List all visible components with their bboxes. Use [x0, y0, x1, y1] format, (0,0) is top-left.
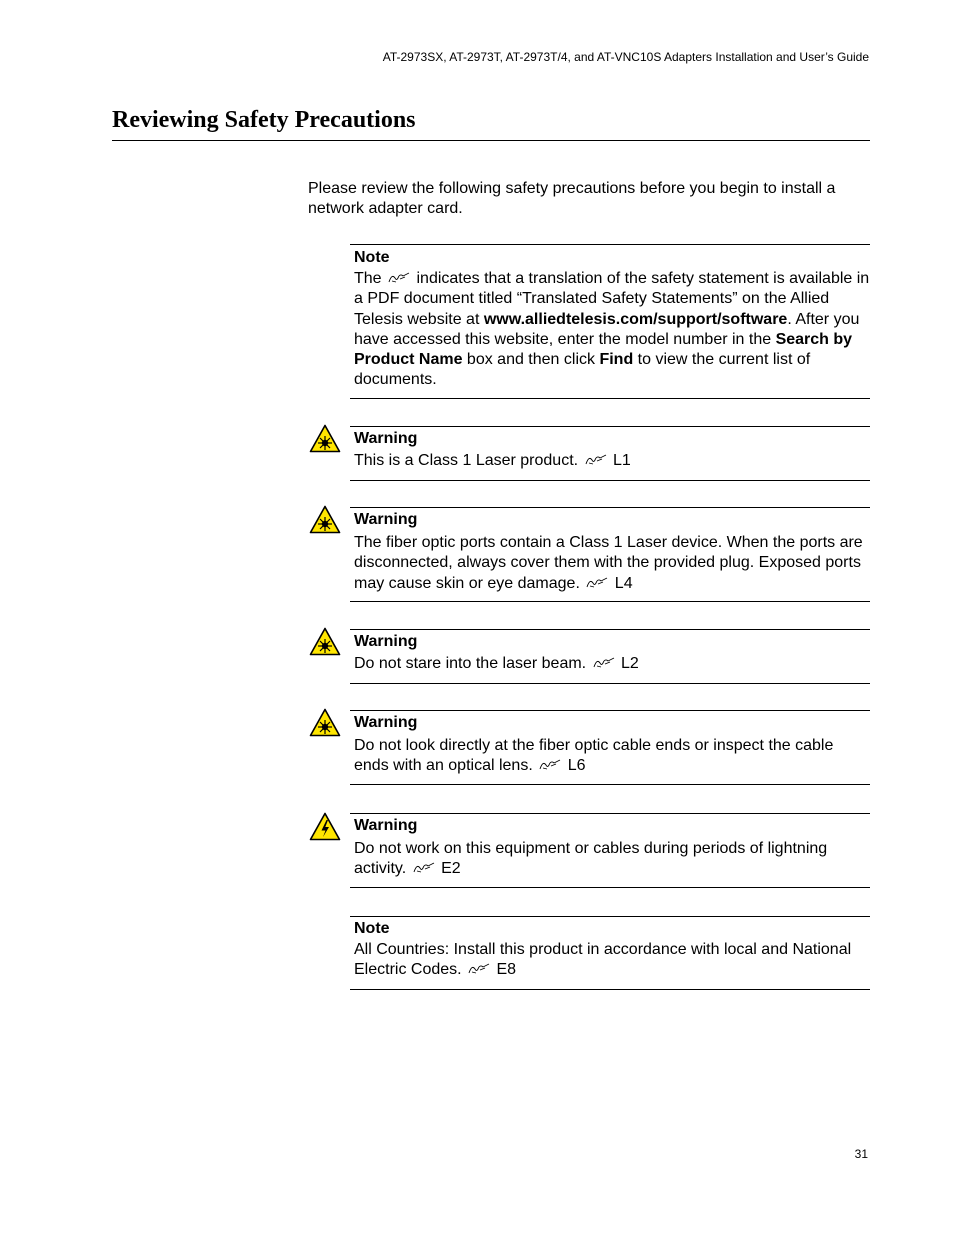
laser-warning-icon: [309, 424, 341, 453]
note-text: All Countries: Install this product in accordance with local and National Electric Codes. E8: [354, 941, 852, 979]
warning-title: Warning: [354, 430, 418, 447]
laser-warning-icon: [309, 627, 341, 656]
page-title: Reviewing Safety Precautions: [112, 107, 416, 133]
warning-text: Do not work on this equipment or cables during periods of lightning activity. E2: [354, 840, 828, 878]
warning-box: [350, 507, 870, 602]
running-header: AT-2973SX, AT-2973T, AT-2973T/4, and AT-VNC10S Adapters Installation and User’s Guide: [382, 50, 869, 64]
warning-title: Warning: [354, 714, 418, 731]
warning-box: [350, 813, 870, 888]
warning-box: [350, 710, 870, 785]
note-box: [350, 244, 870, 399]
search-by-product-name-label: Search by Product Name: [354, 330, 853, 369]
find-label: Find: [599, 351, 634, 369]
translation-hand-icon: [585, 454, 607, 466]
electrical-hazard-icon: [309, 812, 341, 841]
warning-text: Do not stare into the laser beam. L2: [354, 655, 639, 672]
translation-hand-icon: [539, 759, 561, 771]
warning-title: Warning: [354, 817, 418, 834]
support-url: www.alliedtelesis.com/support/software: [483, 310, 788, 328]
laser-warning-icon: [309, 505, 341, 534]
translation-hand-icon: [388, 272, 410, 284]
statement-code: E8: [496, 961, 517, 979]
statement-code: L1: [613, 452, 631, 469]
translation-hand-icon: [593, 657, 615, 669]
warning-title: Warning: [354, 633, 418, 650]
note-box: [350, 916, 870, 990]
warning-box: [350, 426, 870, 481]
note-title: Note: [354, 249, 390, 266]
translation-hand-icon: [413, 862, 435, 874]
note-text: The indicates that a translation of the safety statement is available in a PDF document titled “Translated Safety Statements” on the Allied Telesis website at www.alliedtelesis.com/support/software. After you have accessed this website, enter the model number in the Search by Product Name box and then click Find to view the current list of documents.: [354, 270, 870, 389]
statement-code: E2: [441, 860, 461, 878]
warning-text: The fiber optic ports contain a Class 1 Laser device. When the ports are disconnected, always cover them with the provided plug. Exposed ports may cause skin or eye damage. L4: [354, 534, 863, 592]
laser-warning-icon: [309, 708, 341, 737]
warning-text: Do not look directly at the fiber optic cable ends or inspect the cable ends with an optical lens. L6: [354, 737, 834, 775]
warning-title: Warning: [354, 511, 418, 528]
page-number: 31: [854, 1147, 868, 1161]
warning-text: This is a Class 1 Laser product. L1: [354, 452, 631, 469]
translation-hand-icon: [468, 963, 490, 975]
statement-code: L2: [621, 655, 639, 672]
note-title: Note: [354, 920, 390, 937]
statement-code: L6: [567, 757, 586, 775]
title-rule: [112, 140, 870, 141]
warning-box: [350, 629, 870, 684]
translation-hand-icon: [586, 577, 608, 589]
statement-code: L4: [614, 574, 633, 592]
intro-paragraph: Please review the following safety precautions before you begin to install a network adapter card.: [308, 180, 836, 217]
